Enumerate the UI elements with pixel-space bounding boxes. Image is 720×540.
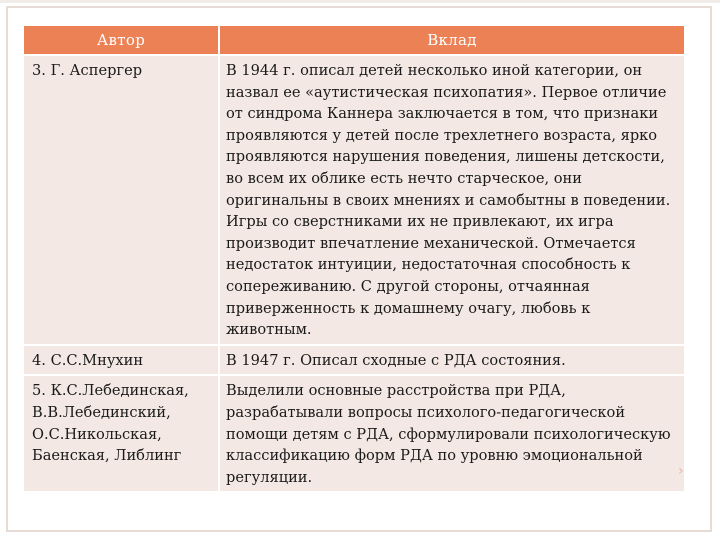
slide-number-mark: › [678,463,684,479]
table-row [24,344,684,375]
header-author: Автор [24,26,220,54]
table-header-row [24,26,684,54]
author-cell: 4. С.С.Мнухин [24,344,220,375]
author-cell: 3. Г. Аспергер [24,54,220,344]
table-row [24,54,684,344]
contribution-cell: В 1944 г. описал детей несколько иной категории, он назвал ее «аутистическая психопатия». Первое отличие от синдрома Каннера заключается в том, что признаки проявляются у детей после трехлетнего возраста, ярко проявляются нарушения поведения, лишены детскости, во всем их облике есть нечто старческое, они оригинальны в своих мнениях и самобытны в поведении. Игры со сверстниками их не привлекают, их игра производит впечатление механической. Отмечается недостаток интуиции, недостаточная способность к сопереживанию. С другой стороны, отчаянная приверженность к домашнему очагу, любовь к животным. [220,54,684,344]
top-edge-line [0,0,720,3]
author-cell: 5. К.С.Лебединская, В.В.Лебединский, О.С.Никольская, Баенская, Либлинг [24,374,220,491]
contribution-cell: В 1947 г. Описал сходные с РДА состояния. [220,344,684,375]
header-contribution: Вклад [220,26,684,54]
contribution-cell: Выделили основные расстройства при РДА, разрабатывали вопросы психолого-педагогической помощи детям с РДА, сформулировали психологическую классификацию форм РДА по уровню эмоциональной регуляции. [220,374,684,491]
table-row [24,374,684,491]
contributions-table [24,26,684,491]
